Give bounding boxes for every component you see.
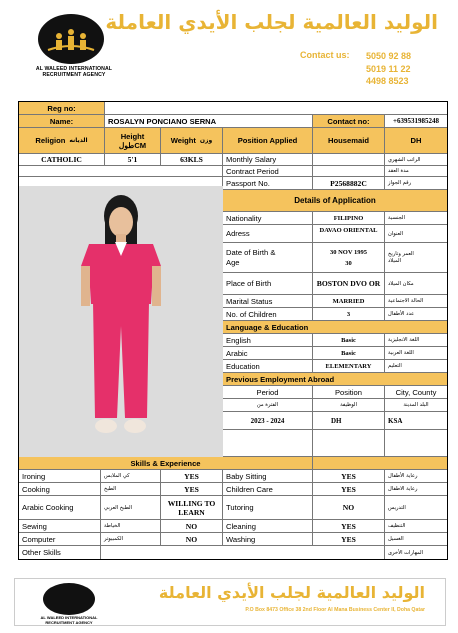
skill-label: Ironing <box>19 470 101 482</box>
phone-number: 5019 11 22 <box>366 63 411 74</box>
pob-label: Place of Birth <box>223 273 313 294</box>
marital-value: MARRIED <box>313 295 385 307</box>
blank-cell <box>313 457 447 469</box>
marital-arabic: الحالة الاجتماعية <box>388 298 424 304</box>
skill-label: Cooking <box>19 483 101 495</box>
arabic-arabic: اللغة العربية <box>388 350 414 356</box>
pob-value: BOSTON DVO OR <box>313 273 385 294</box>
nationality-value: FILIPINO <box>313 212 385 224</box>
skill-value: NO <box>161 533 223 545</box>
other-skills-row <box>19 546 447 559</box>
contact-no-label: Contact no: <box>313 115 385 127</box>
passport-label: Passport No. <box>223 177 313 189</box>
country-header-ar: البلد المدينة <box>403 402 429 408</box>
attributes-header-row <box>19 128 447 154</box>
footer-agency-name: AL WALEED INTERNATIONAL RECRUITMENT AGENCY <box>40 615 98 625</box>
passport-value: P2568882C <box>313 177 385 189</box>
skill-value: YES <box>313 483 385 495</box>
weight-value: 63KLS <box>161 154 223 165</box>
skill-value: YES <box>313 533 385 545</box>
education-row <box>223 360 447 373</box>
language-title-row <box>223 321 447 334</box>
employment-empty-row <box>223 430 447 457</box>
arabic-label: Arabic <box>223 347 313 359</box>
nationality-row <box>223 212 447 225</box>
salary-value <box>313 154 385 165</box>
reg-row <box>19 102 447 115</box>
position-header-ar: الوظيفة <box>313 399 385 411</box>
skill-arabic: الطبخ العربي <box>101 496 161 519</box>
contract-value <box>313 166 385 176</box>
employment-country: KSA <box>388 416 403 425</box>
dob-row <box>223 243 447 273</box>
birth-date: 30 NOV 1995 <box>329 248 368 256</box>
other-skills-value <box>101 546 385 559</box>
position-header: Position Applied <box>223 128 313 153</box>
other-skills-label: Other Skills <box>19 546 101 559</box>
nationality-label: Nationality <box>223 212 313 224</box>
height-header: Height طولCM <box>105 128 161 153</box>
employment-position: DH <box>313 412 385 429</box>
skill-label: Washing <box>223 533 313 545</box>
phone-number: 5050 92 88 <box>366 51 412 61</box>
skill-arabic: التنظيف <box>388 523 406 529</box>
position-value: Housemaid <box>313 128 385 153</box>
skill-value: YES <box>161 483 223 495</box>
phone-number: 4498 8523 <box>366 76 409 86</box>
pob-arabic: مكان الميلاد <box>388 280 414 287</box>
attributes-values-row <box>19 154 447 166</box>
employment-header-ar-row <box>223 399 447 412</box>
address-value: DAVAO ORIENTAL <box>313 225 385 242</box>
employment-title: Previous Employment Abroad <box>226 374 335 384</box>
biodata-form <box>18 101 448 560</box>
name-label: Name: <box>19 115 105 127</box>
pob-row <box>223 273 447 295</box>
education-value: ELEMENTARY <box>313 360 385 372</box>
skills-row <box>19 533 447 546</box>
phone-list <box>366 50 411 88</box>
skill-arabic: الخياطة <box>101 520 161 532</box>
employment-period: 2023 - 2024 <box>223 412 313 429</box>
skill-arabic: التدريس <box>388 504 406 511</box>
skill-arabic: رعاية الأطفال <box>388 473 418 479</box>
footer-letterhead <box>14 578 446 626</box>
skill-label: Children Care <box>223 483 313 495</box>
name-value: ROSALYN PONCIANO SERNA <box>105 115 313 127</box>
dh-label: DH <box>410 136 422 145</box>
skill-arabic: الطبخ <box>101 483 161 495</box>
footer-arabic-title: الوليد العالمية لجلب الأيدي العاملة <box>158 583 425 602</box>
applicant-photo <box>19 186 223 457</box>
english-label: English <box>223 334 313 346</box>
skill-value: WILLING TO LEARN <box>161 496 223 519</box>
contract-row <box>19 166 447 177</box>
religion-value: CATHOLIC <box>19 154 105 165</box>
skill-label: Sewing <box>19 520 101 532</box>
footer-address: P.O Box 8473 Office 38 2nd Floor Al Mana Business Center II, Doha Qatar <box>245 607 425 613</box>
weight-header: Weight وزن <box>161 128 223 153</box>
children-label: No. of Children <box>223 308 313 320</box>
skill-arabic: الكمبيوتر <box>101 533 161 545</box>
marital-row <box>223 295 447 308</box>
position-col-header: Position <box>313 386 385 398</box>
skills-title: Skills & Experience <box>19 457 313 469</box>
skills-row <box>19 483 447 496</box>
nationality-arabic: الجنسية <box>388 215 405 221</box>
employment-title-row <box>223 373 447 386</box>
employment-header-row <box>223 386 447 399</box>
contract-arabic: مدة العقد <box>388 168 409 174</box>
skill-label: Arabic Cooking <box>19 496 101 519</box>
english-arabic: اللغة الانجليزية <box>388 337 420 343</box>
skills-row <box>19 496 447 520</box>
period-header-ar: الفترة من <box>223 399 313 411</box>
footer-logo <box>43 583 95 615</box>
skill-value: NO <box>161 520 223 532</box>
reg-label: Reg no: <box>19 102 105 114</box>
blank-cell <box>223 430 313 456</box>
application-title-row <box>223 190 447 212</box>
education-label: Education <box>223 360 313 372</box>
address-label: Adress <box>223 225 313 242</box>
dob-arabic: العمر وتاريخ الميلاد <box>388 250 414 264</box>
salary-label: Monthly Salary <box>223 154 313 165</box>
skill-value: NO <box>313 496 385 519</box>
country-header: City, County <box>395 387 437 397</box>
age: 30 <box>345 259 352 267</box>
blank-cell <box>19 166 223 176</box>
blank-cell <box>385 430 447 456</box>
marital-label: Marital Status <box>223 295 313 307</box>
passport-arabic: رقم الجواز <box>388 180 412 186</box>
skill-value: YES <box>161 470 223 482</box>
letterhead <box>0 0 458 96</box>
religion-header: Religion الديانه <box>19 128 105 153</box>
address-arabic: العنوان <box>388 230 404 237</box>
skills-row <box>19 520 447 533</box>
other-skills-arabic: المهارات الأخرى <box>388 549 424 556</box>
dob-label: Date of Birth & Age <box>223 243 313 272</box>
arabic-row <box>223 347 447 360</box>
contact-no-value: +639531985248 <box>393 117 439 125</box>
height-value: 5'1 <box>105 154 161 165</box>
employment-row <box>223 412 447 430</box>
application-title: Details of Application <box>294 196 376 205</box>
skill-label: Tutoring <box>223 496 313 519</box>
children-row <box>223 308 447 321</box>
skills-title-row <box>19 457 447 470</box>
skill-arabic: رعاية الاطفال <box>388 486 418 492</box>
education-arabic: التعليم <box>388 363 402 369</box>
agency-arabic-title: الوليد العالمية لجلب الأيدي العاملة <box>105 10 438 34</box>
contact-label: Contact us: <box>300 50 350 60</box>
address-row <box>223 225 447 243</box>
skill-arabic: كي الملابس <box>101 470 161 482</box>
dob-value <box>313 243 385 272</box>
skill-label: Computer <box>19 533 101 545</box>
skill-arabic: الغسيل <box>388 536 404 542</box>
agency-name: AL WALEED INTERNATIONAL RECRUITMENT AGENCY <box>35 66 113 78</box>
skill-value: YES <box>313 470 385 482</box>
skill-label: Baby Sitting <box>223 470 313 482</box>
children-arabic: عدد الأطفال <box>388 311 415 317</box>
skills-row <box>19 470 447 483</box>
reg-value <box>105 102 447 114</box>
english-value: Basic <box>313 334 385 346</box>
period-header: Period <box>223 386 313 398</box>
english-row <box>223 334 447 347</box>
agency-logo <box>38 14 104 64</box>
language-title: Language & Education <box>226 322 309 332</box>
salary-arabic: الراتب الشهري <box>388 156 421 163</box>
skill-value: YES <box>313 520 385 532</box>
name-row <box>19 115 447 128</box>
arabic-value: Basic <box>313 347 385 359</box>
contract-label: Contract Period <box>223 166 313 176</box>
blank-cell <box>313 430 385 456</box>
skill-label: Cleaning <box>223 520 313 532</box>
children-value: 3 <box>313 308 385 320</box>
